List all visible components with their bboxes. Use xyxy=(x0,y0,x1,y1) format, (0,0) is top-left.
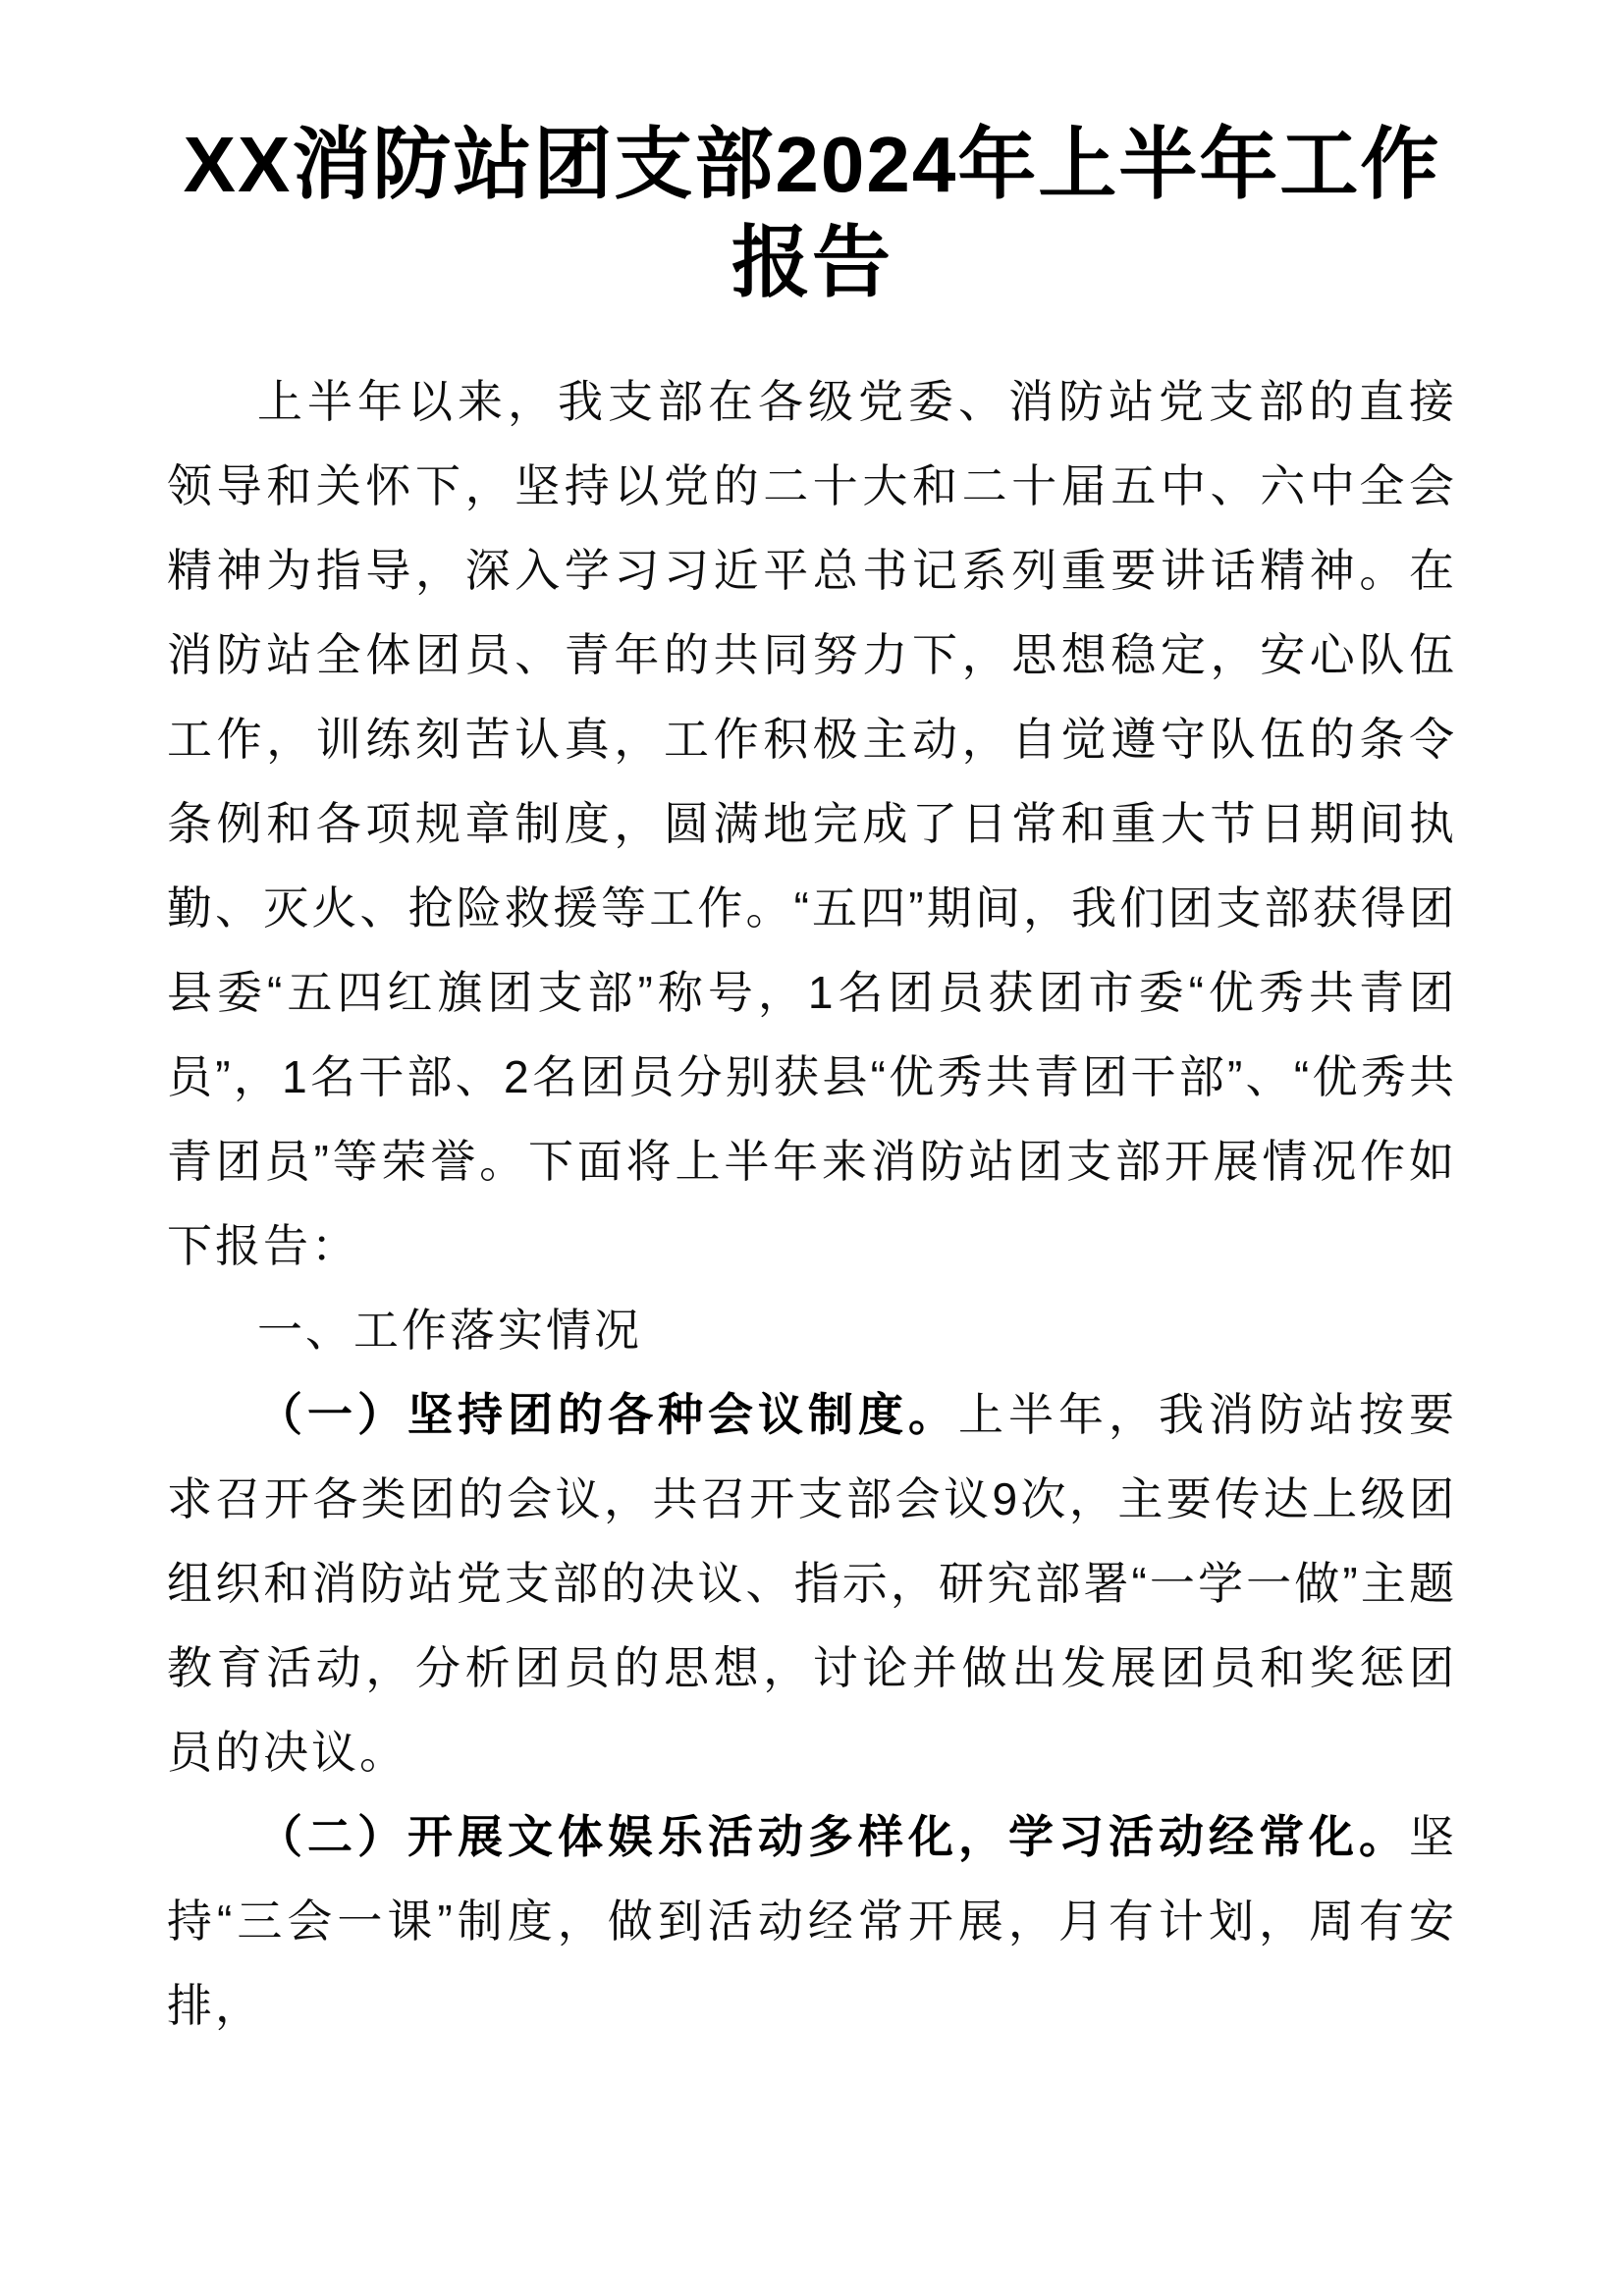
text-run: 上半年，我消防站按要求召开各类团的会议，共召开支部会议9次，主要传达上级团组织和消防站党支部的决议、指示，研究部署“一学一做”主题教育活动，分析团员的思想，讨论并做出发展团员和奖惩团员的决议。 xyxy=(167,1389,1457,1778)
text-run-bold: （一）坚持团的各种会议制度。 xyxy=(257,1389,958,1440)
text-run: 上半年以来，我支部在各级党委、消防站党支部的直接领导和关怀下，坚持以党的二十大和二十届五中、六中全会精神为指导，深入学习习近平总书记系列重要讲话精神。在消防站全体团员、青年的共同努力下，思想稳定，安心队伍工作，训练刻苦认真，工作积极主动，自觉遵守队伍的条令条例和各项规章制度，圆满地完成了日常和重大节日期间执勤、灭火、抢险救援等工作。“五四”期间，我们团支部获得团县委“五四红旗团支部”称号，1名团员获团市委“优秀共青团员”，1名干部、2名团员分别获县“优秀共青团干部”、“优秀共青团员”等荣誉。下面将上半年来消防站团支部开展情况作如下报告： xyxy=(167,376,1457,1271)
text-run-bold: （二）开展文体娱乐活动多样化，学习活动经常化。 xyxy=(257,1811,1409,1862)
document-title: XX消防站团支部2024年上半年工作报告 xyxy=(183,121,1441,306)
text-run: 一、工作落实情况 xyxy=(257,1305,642,1356)
paragraph-item-1 xyxy=(167,1372,1457,1794)
paragraph-intro xyxy=(167,359,1457,1288)
paragraph-item-2 xyxy=(167,1794,1457,2048)
paragraph-section-heading xyxy=(167,1288,1457,1372)
text-run: 坚持“三会一课”制度，做到活动经常开展，月有计划，周有安排， xyxy=(167,1811,1457,2031)
